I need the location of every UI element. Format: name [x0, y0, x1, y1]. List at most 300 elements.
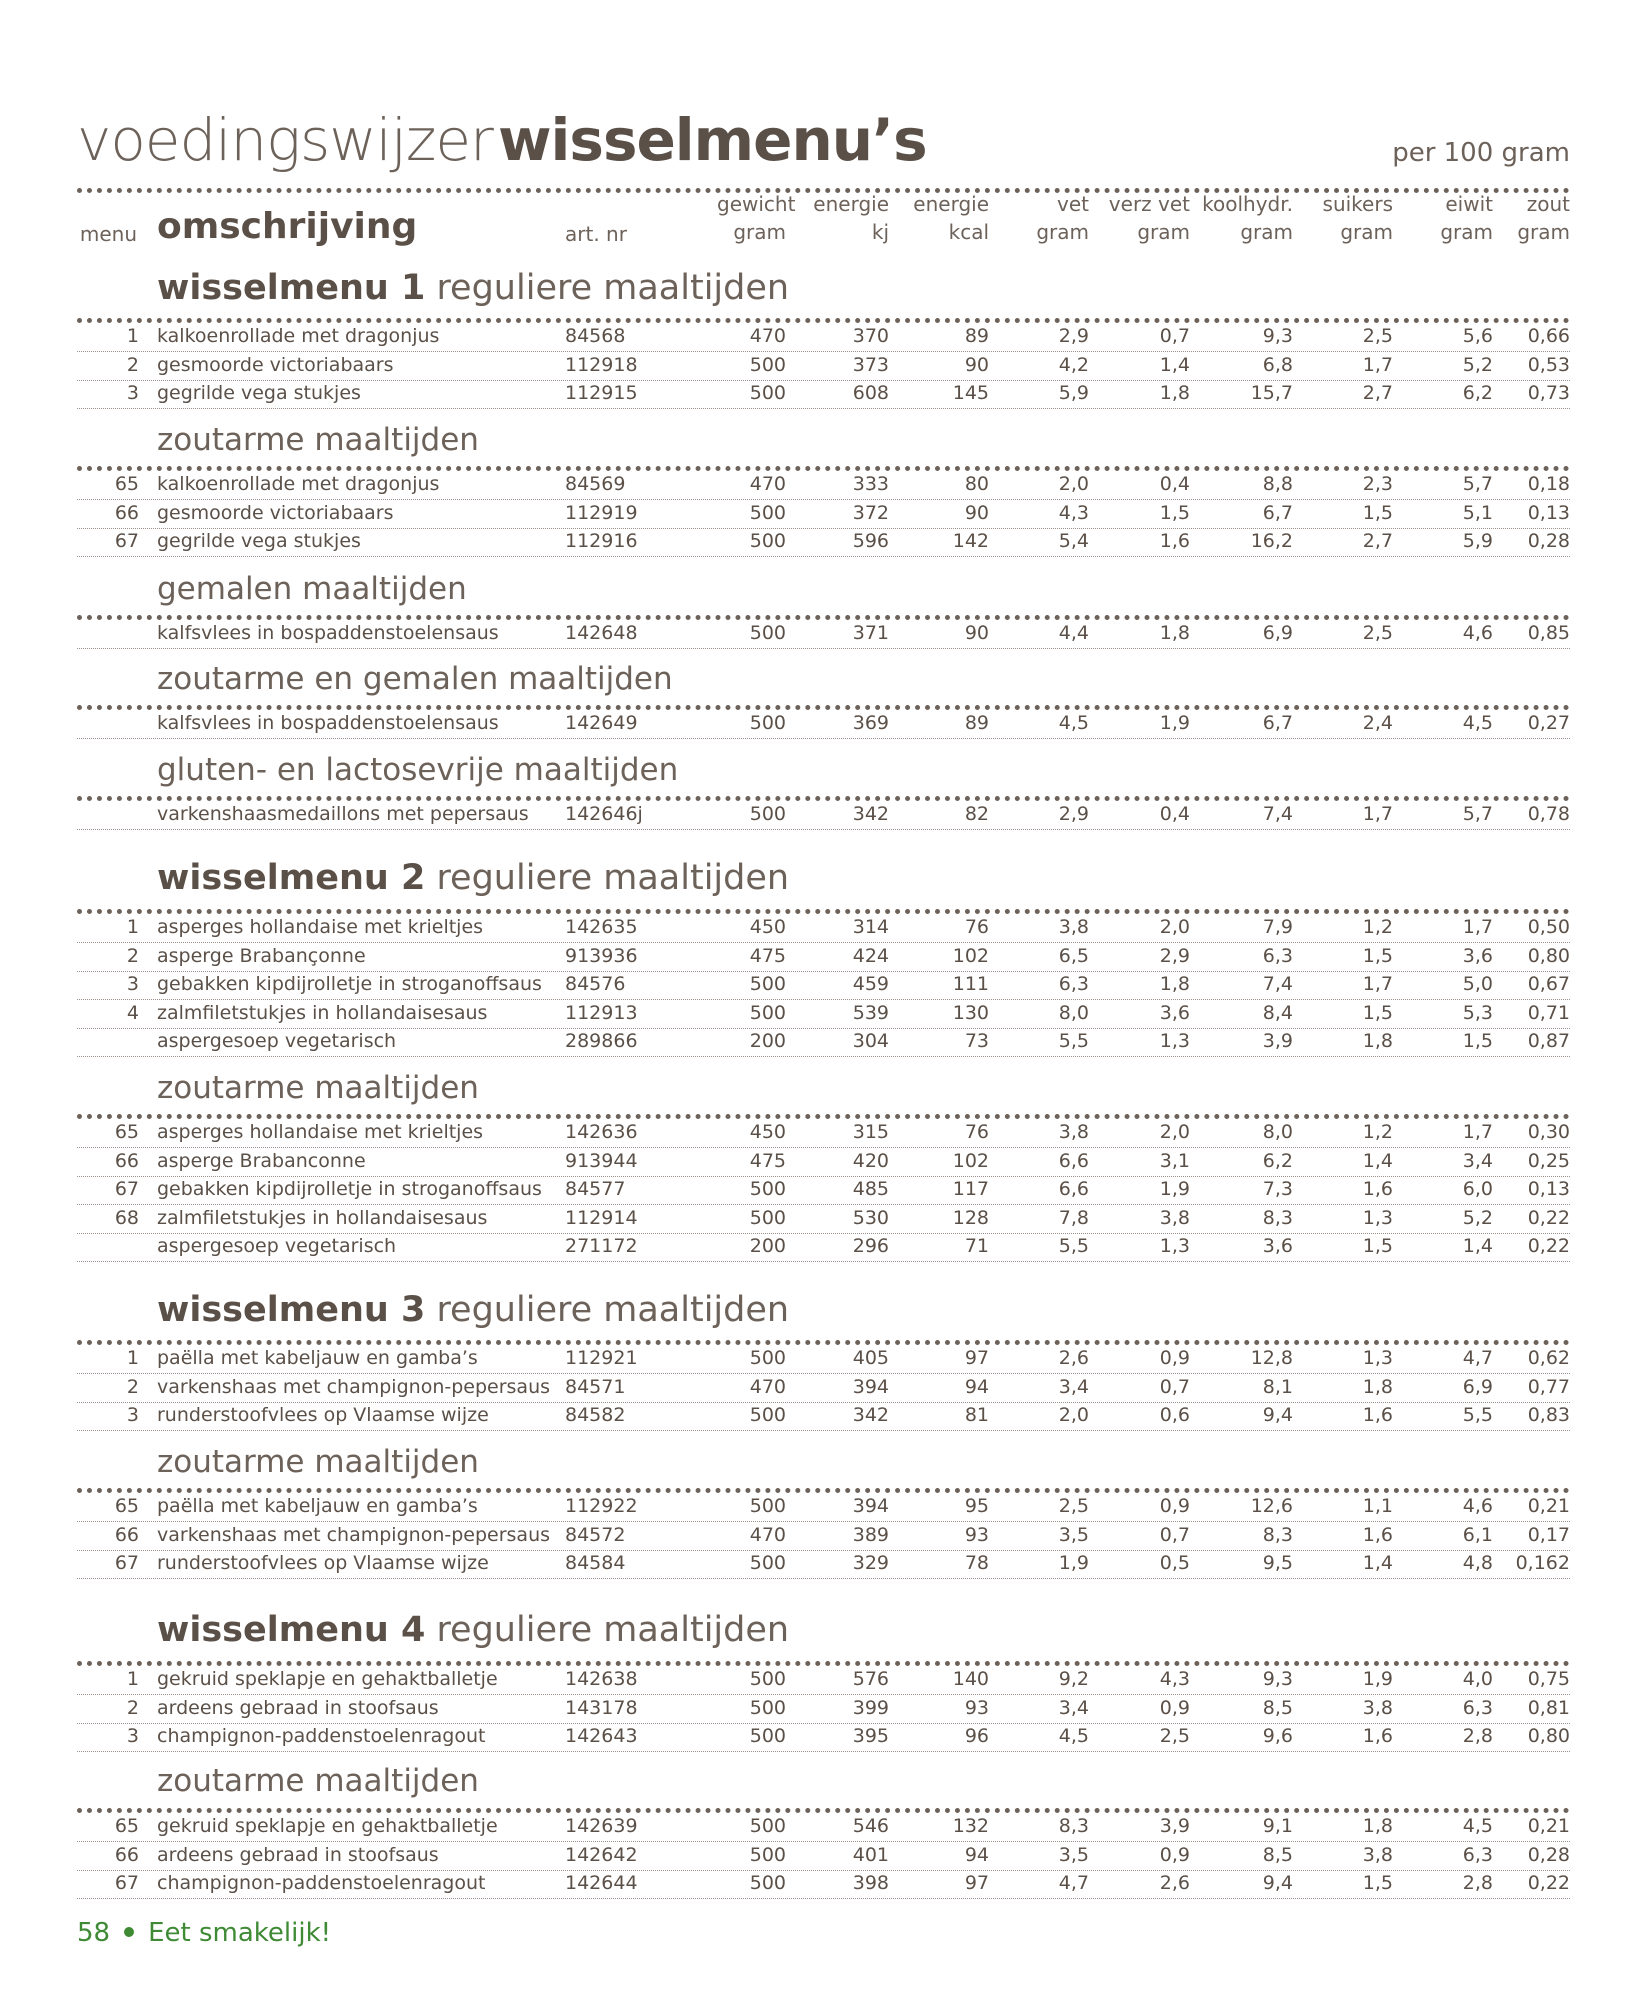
row-suikers: 1,2 [1362, 916, 1393, 938]
row-vet: 3,4 [1058, 1696, 1089, 1719]
row-energie-kcal: 96 [964, 1725, 989, 1747]
row-vet: 4,2 [1058, 353, 1089, 376]
row-energie-kcal: 90 [964, 353, 989, 376]
table-row [77, 1402, 1570, 1431]
row-gewicht: 500 [749, 973, 786, 995]
row-suikers: 1,6 [1362, 1523, 1393, 1546]
row-energie-kcal: 89 [964, 712, 989, 734]
table-row [77, 1028, 1570, 1057]
row-zout: 0,66 [1527, 325, 1570, 347]
row-energie-kcal: 73 [964, 1030, 989, 1052]
row-energie-kcal: 130 [952, 1001, 989, 1024]
row-verz-vet: 3,8 [1159, 1206, 1190, 1229]
row-eiwit: 5,0 [1462, 973, 1493, 995]
row-zout: 0,13 [1527, 501, 1570, 524]
row-description: zalmfiletstukjes in hollandaisesaus [157, 1001, 488, 1024]
row-verz-vet: 1,3 [1159, 1235, 1190, 1257]
table-row [77, 1842, 1570, 1871]
row-gewicht: 500 [749, 1178, 786, 1200]
table-row [77, 528, 1570, 557]
row-zout: 0,75 [1527, 1668, 1570, 1690]
row-koolhydr: 9,4 [1262, 1404, 1293, 1426]
row-description: paëlla met kabeljauw en gamba’s [157, 1347, 478, 1369]
row-vet: 2,9 [1058, 325, 1089, 347]
row-suikers: 1,9 [1362, 1668, 1393, 1690]
row-eiwit: 6,3 [1462, 1696, 1493, 1719]
row-energie-kcal: 93 [964, 1523, 989, 1546]
section-title-rest: reguliere maaltijden [425, 1610, 790, 1650]
row-zout: 0,67 [1527, 973, 1570, 995]
row-energie-kcal: 117 [952, 1178, 989, 1200]
row-eiwit: 6,0 [1462, 1178, 1493, 1200]
row-energie-kj: 399 [852, 1696, 889, 1719]
row-energie-kj: 342 [852, 1404, 889, 1426]
row-vet: 8,0 [1058, 1001, 1089, 1024]
row-description: runderstoofvlees op Vlaamse wijze [157, 1404, 489, 1426]
row-description: gegrilde vega stukjes [157, 530, 361, 552]
row-zout: 0,71 [1527, 1001, 1570, 1024]
page-number: 58 [77, 1918, 111, 1948]
row-energie-kcal: 89 [964, 325, 989, 347]
row-verz-vet: 1,8 [1159, 382, 1190, 404]
row-description: gebakken kipdijrolletje in stroganoffsaus [157, 973, 542, 995]
header-verz-vet: verz vet gram [1108, 192, 1190, 244]
section-title-rest: reguliere maaltijden [425, 858, 790, 898]
row-verz-vet: 2,5 [1159, 1725, 1190, 1747]
row-description: varkenshaas met champignon-pepersaus [157, 1523, 551, 1546]
row-vet: 6,5 [1058, 944, 1089, 967]
row-koolhydr: 7,4 [1262, 803, 1293, 825]
row-energie-kj: 401 [852, 1843, 889, 1866]
row-koolhydr: 8,5 [1262, 1696, 1293, 1719]
row-menu: 3 [126, 382, 139, 404]
table-row [77, 1550, 1570, 1579]
table-row [77, 352, 1570, 381]
row-verz-vet: 1,8 [1159, 622, 1190, 644]
row-vet: 3,5 [1058, 1843, 1089, 1866]
row-art-nr: 112916 [565, 530, 638, 552]
header-zout: zout gram [1517, 192, 1570, 244]
section-title-bold: wisselmenu 3 [157, 1290, 426, 1330]
row-energie-kj: 342 [852, 803, 889, 825]
row-energie-kj: 405 [852, 1347, 889, 1369]
subsection-title: zoutarme en gemalen maaltijden [157, 661, 673, 697]
row-zout: 0,73 [1527, 382, 1570, 404]
row-zout: 0,28 [1527, 530, 1570, 552]
row-vet: 2,5 [1058, 1495, 1089, 1517]
row-zout: 0,50 [1527, 916, 1570, 938]
row-vet: 2,9 [1058, 803, 1089, 825]
row-zout: 0,62 [1527, 1347, 1570, 1369]
row-eiwit: 6,2 [1462, 382, 1493, 404]
row-gewicht: 500 [749, 1815, 786, 1837]
header-suikers: suikers gram [1322, 192, 1393, 244]
row-gewicht: 500 [749, 622, 786, 644]
row-art-nr: 142644 [565, 1872, 638, 1894]
row-description: champignon-paddenstoelenragout [157, 1872, 486, 1894]
header-energie-kcal: energie kcal [913, 192, 989, 244]
row-energie-kj: 389 [852, 1523, 889, 1546]
row-koolhydr: 6,3 [1262, 944, 1293, 967]
row-energie-kj: 530 [852, 1206, 889, 1229]
row-vet: 6,6 [1058, 1178, 1089, 1200]
row-energie-kcal: 76 [964, 916, 989, 938]
per-100-gram-label: per 100 gram [1392, 138, 1570, 168]
row-energie-kj: 296 [852, 1235, 889, 1257]
row-verz-vet: 3,9 [1159, 1815, 1190, 1837]
row-koolhydr: 12,8 [1250, 1347, 1293, 1369]
row-zout: 0,18 [1527, 473, 1570, 495]
row-suikers: 1,8 [1362, 1030, 1393, 1052]
row-art-nr: 84582 [565, 1404, 626, 1426]
table-row [77, 1374, 1570, 1403]
row-menu: 3 [126, 1725, 139, 1747]
row-art-nr: 84584 [565, 1552, 626, 1574]
row-zout: 0,80 [1527, 944, 1570, 967]
row-koolhydr: 8,1 [1262, 1375, 1293, 1398]
row-energie-kcal: 94 [964, 1843, 989, 1866]
row-gewicht: 450 [749, 916, 786, 938]
row-energie-kj: 596 [852, 530, 889, 552]
row-koolhydr: 9,4 [1262, 1872, 1293, 1894]
row-art-nr: 142639 [565, 1815, 638, 1837]
row-eiwit: 6,9 [1462, 1375, 1493, 1398]
row-energie-kcal: 90 [964, 501, 989, 524]
row-description: gebakken kipdijrolletje in stroganoffsaus [157, 1178, 542, 1200]
row-description: asperges hollandaise met krieltjes [157, 1121, 484, 1143]
row-eiwit: 4,0 [1462, 1668, 1493, 1690]
row-vet: 5,4 [1058, 530, 1089, 552]
row-description: ardeens gebraad in stoofsaus [157, 1843, 439, 1866]
row-art-nr: 84576 [565, 973, 626, 995]
row-menu: 65 [114, 1495, 139, 1517]
row-energie-kcal: 97 [964, 1347, 989, 1369]
subsection-title: zoutarme maaltijden [157, 1763, 479, 1799]
row-gewicht: 500 [749, 1696, 786, 1719]
row-art-nr: 112915 [565, 382, 638, 404]
row-gewicht: 500 [749, 353, 786, 376]
row-verz-vet: 1,5 [1159, 501, 1190, 524]
row-verz-vet: 4,3 [1159, 1668, 1190, 1690]
row-energie-kj: 369 [852, 712, 889, 734]
table-row [77, 1493, 1570, 1522]
row-suikers: 1,8 [1362, 1375, 1393, 1398]
row-description: champignon-paddenstoelenragout [157, 1725, 486, 1747]
row-menu: 67 [114, 1872, 139, 1894]
row-art-nr: 84569 [565, 473, 626, 495]
row-art-nr: 143178 [565, 1696, 638, 1719]
row-menu: 66 [114, 1523, 139, 1546]
row-gewicht: 500 [749, 530, 786, 552]
table-row [77, 620, 1570, 649]
row-description: kalkoenrollade met dragonjus [157, 473, 440, 495]
section-title [157, 1290, 789, 1330]
row-gewicht: 200 [749, 1235, 786, 1257]
row-verz-vet: 0,9 [1159, 1347, 1190, 1369]
row-energie-kcal: 90 [964, 622, 989, 644]
row-art-nr: 142649 [565, 712, 638, 734]
row-description: ardeens gebraad in stoofsaus [157, 1696, 439, 1719]
row-description: kalfsvlees in bospaddenstoelensaus [157, 622, 499, 644]
row-energie-kcal: 94 [964, 1375, 989, 1398]
row-energie-kj: 373 [852, 353, 889, 376]
row-menu: 2 [126, 353, 139, 376]
row-vet: 4,4 [1058, 622, 1089, 644]
row-verz-vet: 0,5 [1159, 1552, 1190, 1574]
header-gewicht: gewicht gram [717, 192, 796, 244]
row-verz-vet: 3,1 [1159, 1149, 1190, 1172]
row-verz-vet: 1,6 [1159, 530, 1190, 552]
table-row [77, 1666, 1570, 1695]
title-light: voedingswijzer [77, 106, 493, 174]
row-eiwit: 3,6 [1462, 944, 1493, 967]
row-suikers: 1,3 [1362, 1206, 1393, 1229]
row-menu: 4 [126, 1001, 139, 1024]
row-description: asperge Brabanconne [157, 1149, 366, 1172]
row-energie-kj: 424 [852, 944, 889, 967]
row-menu: 67 [114, 1552, 139, 1574]
row-menu: 68 [114, 1206, 139, 1229]
row-eiwit: 2,8 [1462, 1872, 1493, 1894]
row-energie-kj: 372 [852, 501, 889, 524]
row-gewicht: 500 [749, 1404, 786, 1426]
row-description: kalkoenrollade met dragonjus [157, 325, 440, 347]
row-zout: 0,22 [1527, 1235, 1570, 1257]
row-energie-kj: 395 [852, 1725, 889, 1747]
row-energie-kj: 370 [852, 325, 889, 347]
row-energie-kcal: 78 [964, 1552, 989, 1574]
row-description: gesmoorde victoriabaars [157, 501, 394, 524]
row-gewicht: 500 [749, 1495, 786, 1517]
row-eiwit: 5,2 [1462, 1206, 1493, 1229]
row-art-nr: 112921 [565, 1347, 638, 1369]
page-footer [77, 1918, 331, 1948]
section-title [157, 268, 789, 308]
row-verz-vet: 0,7 [1159, 325, 1190, 347]
row-energie-kj: 314 [852, 916, 889, 938]
row-vet: 5,5 [1058, 1030, 1089, 1052]
row-suikers: 1,5 [1362, 944, 1393, 967]
row-eiwit: 4,5 [1462, 712, 1493, 734]
row-suikers: 1,4 [1362, 1149, 1393, 1172]
row-koolhydr: 6,7 [1262, 712, 1293, 734]
row-energie-kj: 394 [852, 1495, 889, 1517]
row-eiwit: 4,6 [1462, 1495, 1493, 1517]
row-suikers: 1,7 [1362, 353, 1393, 376]
row-zout: 0,13 [1527, 1178, 1570, 1200]
row-art-nr: 142643 [565, 1725, 638, 1747]
row-zout: 0,30 [1527, 1121, 1570, 1143]
table-row [77, 471, 1570, 500]
row-koolhydr: 9,5 [1262, 1552, 1293, 1574]
row-vet: 3,8 [1058, 1121, 1089, 1143]
table-row [77, 500, 1570, 529]
row-vet: 6,6 [1058, 1149, 1089, 1172]
row-koolhydr: 7,4 [1262, 973, 1293, 995]
row-zout: 0,22 [1527, 1206, 1570, 1229]
row-menu: 1 [126, 325, 139, 347]
row-koolhydr: 12,6 [1250, 1495, 1293, 1517]
row-zout: 0,25 [1527, 1149, 1570, 1172]
row-description: asperges hollandaise met krieltjes [157, 916, 484, 938]
header-koolhydr: koolhydr. gram [1202, 192, 1293, 244]
row-description: paëlla met kabeljauw en gamba’s [157, 1495, 478, 1517]
row-suikers: 2,5 [1362, 622, 1393, 644]
page [77, 0, 1570, 2000]
row-koolhydr: 7,9 [1262, 916, 1293, 938]
row-zout: 0,27 [1527, 712, 1570, 734]
row-verz-vet: 2,0 [1159, 1121, 1190, 1143]
row-eiwit: 4,8 [1462, 1552, 1493, 1574]
row-gewicht: 500 [749, 1347, 786, 1369]
footer-text: Eet smakelijk! [148, 1918, 332, 1948]
row-eiwit: 1,5 [1462, 1030, 1493, 1052]
row-energie-kcal: 82 [964, 803, 989, 825]
row-energie-kcal: 81 [964, 1404, 989, 1426]
row-suikers: 1,7 [1362, 803, 1393, 825]
row-suikers: 1,6 [1362, 1178, 1393, 1200]
table-row [77, 380, 1570, 409]
row-suikers: 2,3 [1362, 473, 1393, 495]
row-gewicht: 500 [749, 1843, 786, 1866]
row-suikers: 2,4 [1362, 712, 1393, 734]
table-row [77, 914, 1570, 943]
row-eiwit: 6,3 [1462, 1843, 1493, 1866]
row-energie-kj: 576 [852, 1668, 889, 1690]
row-vet: 3,5 [1058, 1523, 1089, 1546]
row-art-nr: 142646j [565, 803, 643, 825]
table-row [77, 710, 1570, 739]
row-gewicht: 470 [749, 1375, 786, 1398]
row-vet: 2,6 [1058, 1347, 1089, 1369]
row-description: aspergesoep vegetarisch [157, 1235, 397, 1257]
row-art-nr: 142636 [565, 1121, 638, 1143]
row-art-nr: 112919 [565, 501, 638, 524]
row-suikers: 1,6 [1362, 1725, 1393, 1747]
row-gewicht: 500 [749, 1206, 786, 1229]
table-row [77, 1522, 1570, 1551]
row-menu: 1 [126, 1347, 139, 1369]
row-energie-kj: 329 [852, 1552, 889, 1574]
table-row [77, 1176, 1570, 1205]
row-art-nr: 112913 [565, 1001, 638, 1024]
row-energie-kcal: 95 [964, 1495, 989, 1517]
row-suikers: 2,5 [1362, 325, 1393, 347]
row-gewicht: 475 [749, 944, 786, 967]
table-row [77, 1148, 1570, 1177]
row-vet: 4,5 [1058, 1725, 1089, 1747]
row-zout: 0,77 [1527, 1375, 1570, 1398]
header-eiwit: eiwit gram [1440, 192, 1493, 244]
row-zout: 0,162 [1515, 1552, 1570, 1574]
row-koolhydr: 6,2 [1262, 1149, 1293, 1172]
row-vet: 2,0 [1058, 473, 1089, 495]
row-suikers: 3,8 [1362, 1696, 1393, 1719]
subsection-title: zoutarme maaltijden [157, 1070, 479, 1106]
row-verz-vet: 3,6 [1159, 1001, 1190, 1024]
row-art-nr: 112914 [565, 1206, 638, 1229]
row-art-nr: 142648 [565, 622, 638, 644]
row-art-nr: 142635 [565, 916, 638, 938]
row-koolhydr: 9,6 [1262, 1725, 1293, 1747]
table-row [77, 943, 1570, 972]
row-vet: 8,3 [1058, 1815, 1089, 1837]
row-eiwit: 1,7 [1462, 916, 1493, 938]
row-art-nr: 142638 [565, 1668, 638, 1690]
row-gewicht: 500 [749, 382, 786, 404]
table-row [77, 801, 1570, 830]
row-suikers: 2,7 [1362, 382, 1393, 404]
row-zout: 0,22 [1527, 1872, 1570, 1894]
row-energie-kcal: 132 [952, 1815, 989, 1837]
row-koolhydr: 9,3 [1262, 1668, 1293, 1690]
row-verz-vet: 2,9 [1159, 944, 1190, 967]
row-vet: 5,5 [1058, 1235, 1089, 1257]
header-omschrijving: omschrijving [157, 206, 418, 247]
row-eiwit: 5,9 [1462, 530, 1493, 552]
section-title-rest: reguliere maaltijden [425, 1290, 790, 1330]
header-vet: vet gram [1036, 192, 1089, 244]
row-verz-vet: 0,4 [1159, 473, 1190, 495]
table-row [77, 1870, 1570, 1899]
table-row [77, 1695, 1570, 1724]
row-menu: 3 [126, 1404, 139, 1426]
row-gewicht: 500 [749, 1668, 786, 1690]
row-gewicht: 500 [749, 712, 786, 734]
bullet-icon [124, 1927, 134, 1937]
row-verz-vet: 1,9 [1159, 1178, 1190, 1200]
row-eiwit: 4,6 [1462, 622, 1493, 644]
row-energie-kj: 304 [852, 1030, 889, 1052]
row-eiwit: 6,1 [1462, 1523, 1493, 1546]
row-art-nr: 84572 [565, 1523, 626, 1546]
row-zout: 0,53 [1527, 353, 1570, 376]
row-energie-kcal: 140 [952, 1668, 989, 1690]
row-description: gesmoorde victoriabaars [157, 353, 394, 376]
row-koolhydr: 3,9 [1262, 1030, 1293, 1052]
table-row [77, 1813, 1570, 1842]
row-energie-kcal: 76 [964, 1121, 989, 1143]
row-eiwit: 5,7 [1462, 803, 1493, 825]
row-menu: 1 [126, 1668, 139, 1690]
row-energie-kj: 459 [852, 973, 889, 995]
row-koolhydr: 8,5 [1262, 1843, 1293, 1866]
row-menu: 67 [114, 530, 139, 552]
row-energie-kcal: 142 [952, 530, 989, 552]
row-koolhydr: 15,7 [1250, 382, 1293, 404]
row-suikers: 1,5 [1362, 1001, 1393, 1024]
row-gewicht: 500 [749, 501, 786, 524]
row-koolhydr: 16,2 [1250, 530, 1293, 552]
row-zout: 0,85 [1527, 622, 1570, 644]
row-energie-kcal: 102 [952, 1149, 989, 1172]
row-verz-vet: 0,9 [1159, 1843, 1190, 1866]
row-art-nr: 271172 [565, 1235, 638, 1257]
row-description: asperge Brabançonne [157, 944, 366, 967]
row-gewicht: 475 [749, 1149, 786, 1172]
row-vet: 9,2 [1058, 1668, 1089, 1690]
row-art-nr: 913944 [565, 1149, 638, 1172]
row-vet: 4,7 [1058, 1872, 1089, 1894]
row-koolhydr: 8,4 [1262, 1001, 1293, 1024]
row-art-nr: 84571 [565, 1375, 626, 1398]
row-art-nr: 142642 [565, 1843, 638, 1866]
row-menu: 2 [126, 1696, 139, 1719]
row-gewicht: 470 [749, 473, 786, 495]
section-title-bold: wisselmenu 1 [157, 268, 426, 308]
row-koolhydr: 7,3 [1262, 1178, 1293, 1200]
row-menu: 65 [114, 473, 139, 495]
